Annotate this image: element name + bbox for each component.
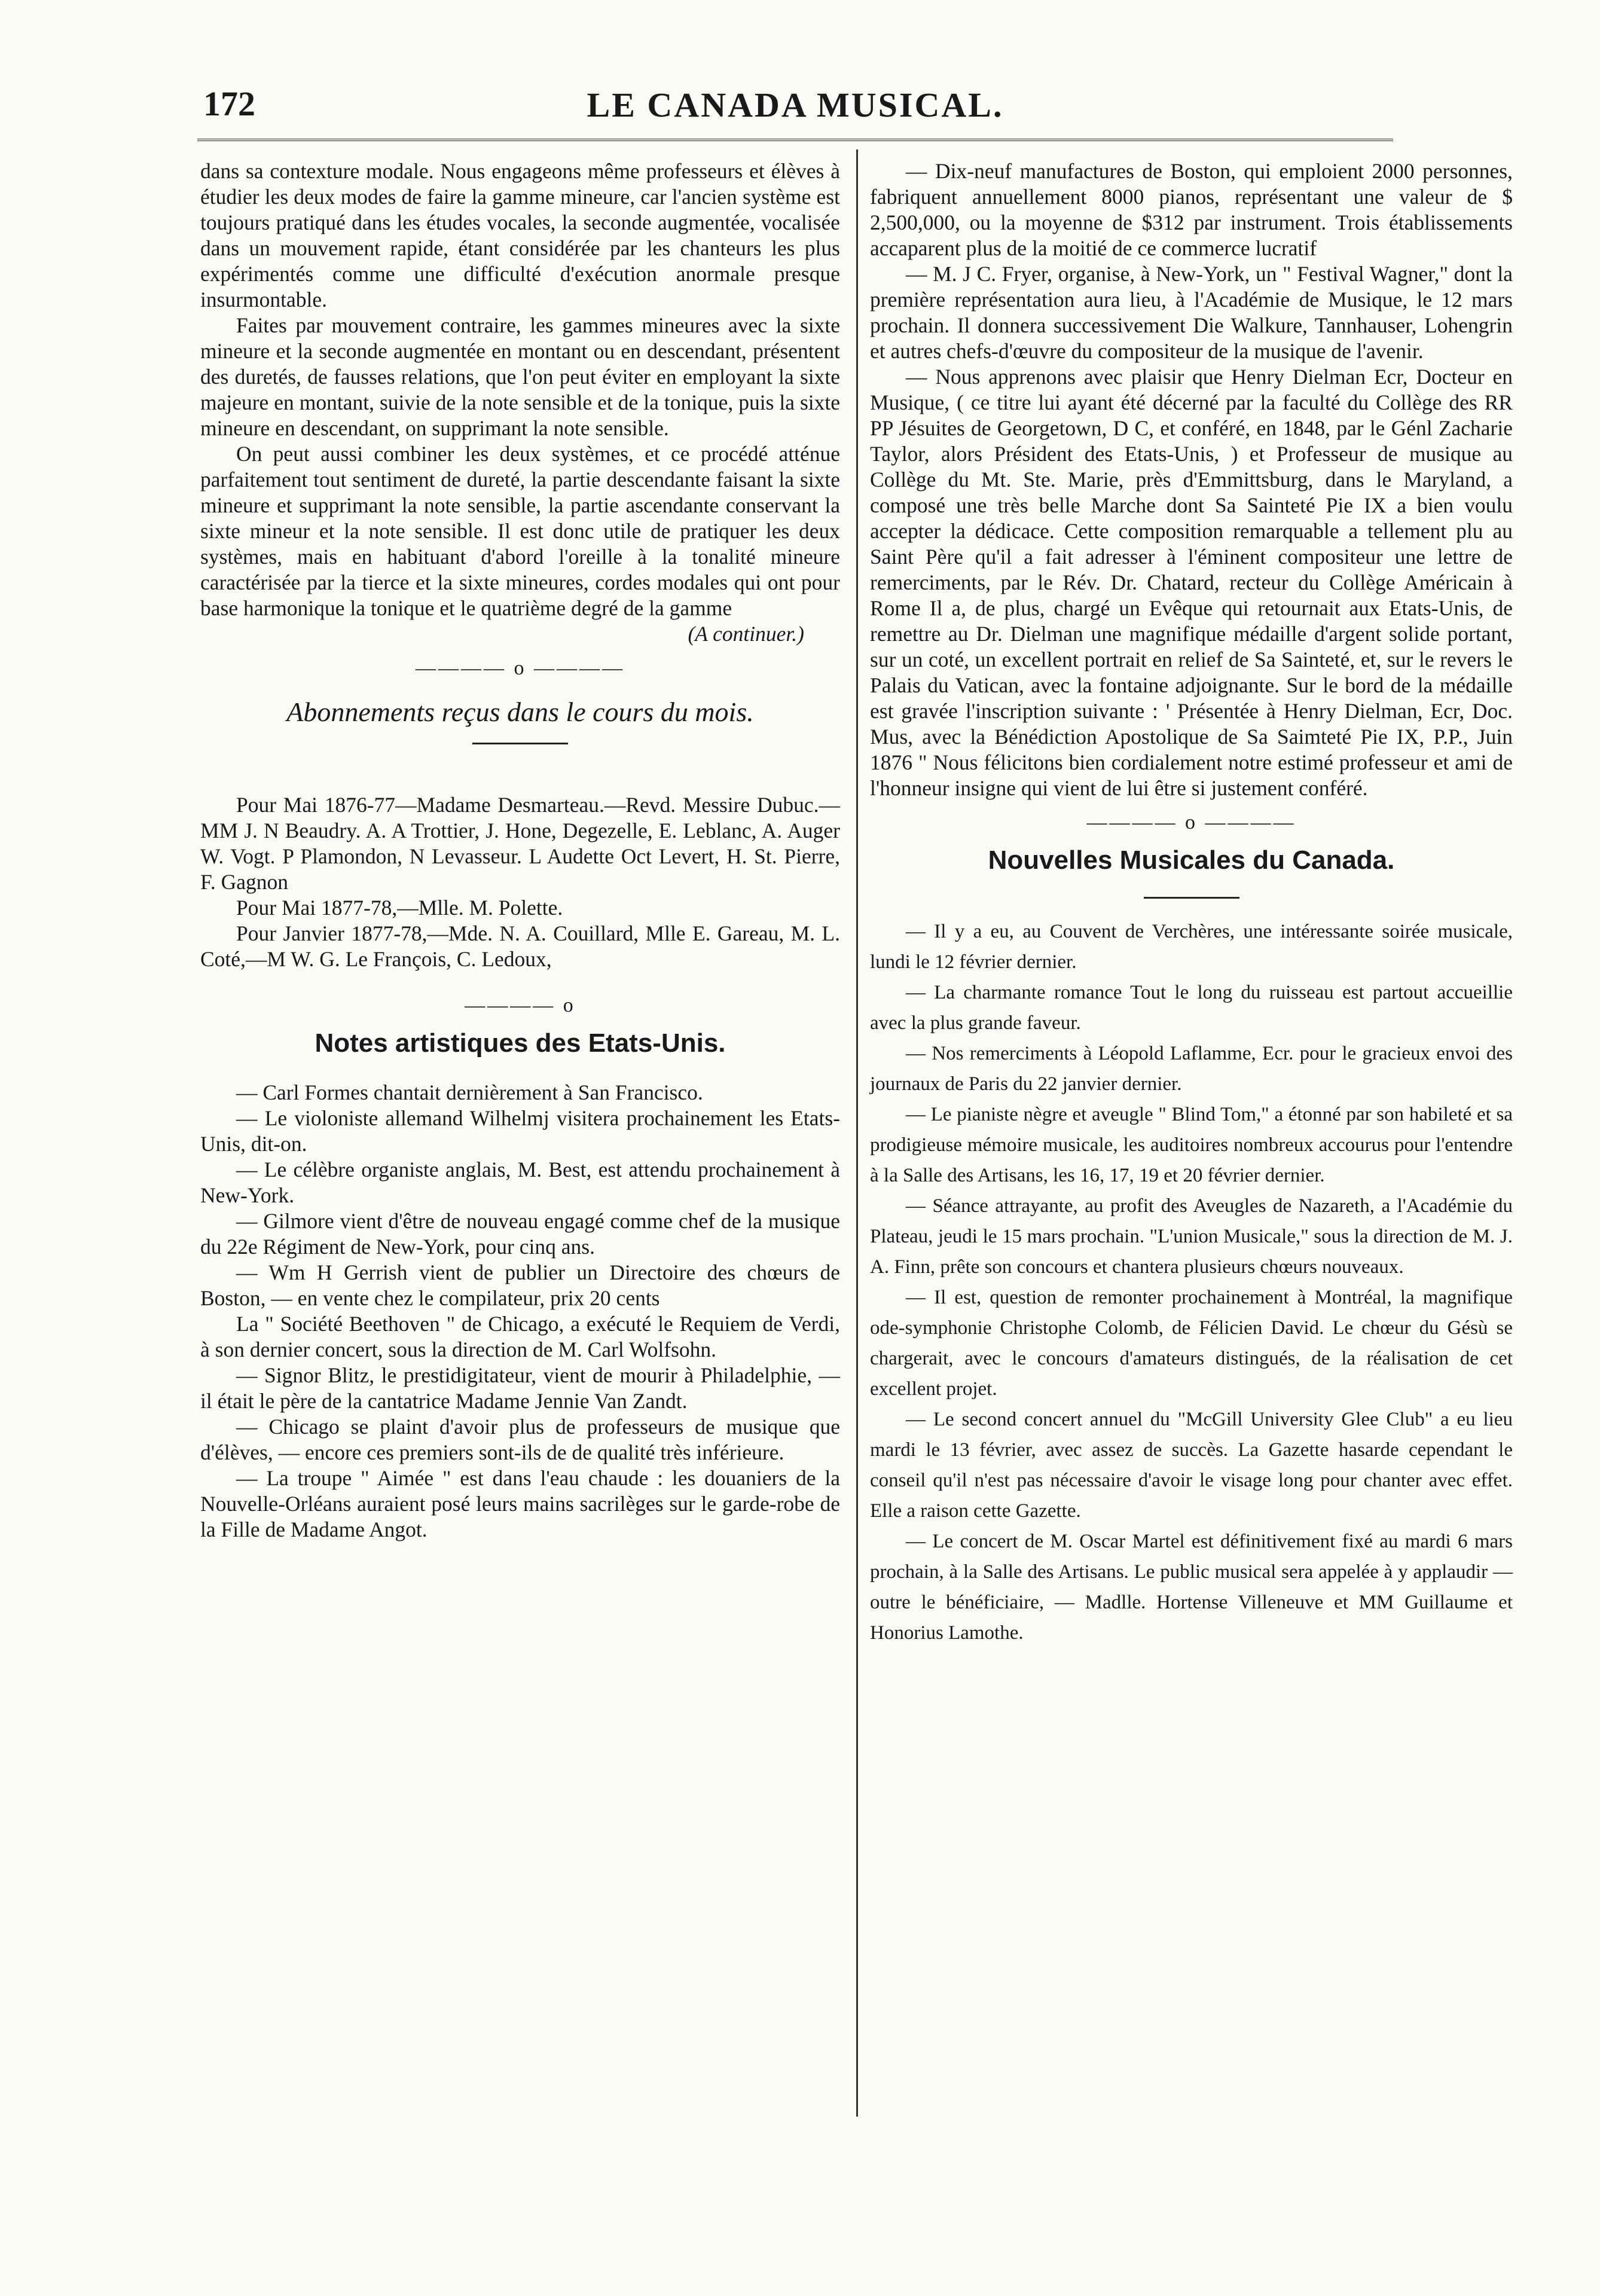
separator: ———— o xyxy=(465,994,576,1016)
short-rule xyxy=(472,743,568,744)
news-item: — Nous apprenons avec plaisir que Henry Dielman Ecr, Docteur en Musique, ( ce titre lui ayant été décerné par la faculté du Collège des RR PP Jésuites de Georgetown, D C, et conféré, en 1848, par le Génl Zacharie Taylor, alors Président des Etats-Unis, ) et Professeur de musique au Collège du Mt. Ste. Marie, près d'Emmittsburg, dans le Maryland, a composé une très belle Marche dont Sa Sainteté Pie IX a bien voulu accepter la dédicace. Cette composition remarquable a tellement plu au Saint Père qu'il a fait adresser à l'éminent compositeur une lettre de remerciments, par le Rév. Dr. Chatard, recteur du Collège Américain à Rome Il a, de plus, chargé un Evêque qui retournait aux Etats-Unis, de remettre au Dr. Dielman une magnifique médaille d'argent solide portant, sur un coté, un excellent portrait en relief de Sa Sainteté, et, sur le revers le Palais du Vatican, avec la fontaine adjoignante. Sur le bord de la médaille est gravée l'inscription suivante : ' Présentée à Henry Dielman, Ecr, Doc. Mus, avec la Bénédiction Apostolique de Sa Saimteté Pie IX, P.P., Juin 1876 " Nous félicitons bien cordialement notre estimé professeur et ami de l'honneur insigne qui vient de lui être si justement conféré. xyxy=(870,365,1513,800)
subscription-entry: Pour Janvier 1877-78,—Mde. N. A. Couillard, Mlle E. Gareau, M. L. Coté,—M W. G. Le François, C. Ledoux, xyxy=(200,921,840,971)
journal-title: LE CANADA MUSICAL. xyxy=(587,86,1004,124)
news-item: — Carl Formes chantait dernièrement à San Francisco. xyxy=(236,1080,703,1104)
subscription-entry: Pour Mai 1877-78,—Mlle. M. Polette. xyxy=(236,896,563,920)
news-item: — Séance attrayante, au profit des Aveugles de Nazareth, a l'Académie du Plateau, jeudi le 15 mars prochain. "L'union Musicale," sous la direction de M. J. A. Finn, prête son concours et chantera plusieurs chœurs nouveaux. xyxy=(870,1195,1513,1278)
paragraph: Faites par mouvement contraire, les gammes mineures avec la sixte mineure et la seconde augmentée en montant ou en descendant, présentent des duretés, de fausses relations, que l'on peut éviter en employant la sixte majeure en montant, suivie de la note sensible et de la tonique, puis la sixte mineure en descendant, on supprimant la note sensible. xyxy=(200,313,840,440)
page-header xyxy=(197,72,1393,138)
news-item: — Le concert de M. Oscar Martel est définitivement fixé au mardi 6 mars prochain, à la Salle des Artisans. Le public musical sera appelée à y applaudir — outre le bénéficiaire, — Madlle. Hortense Villeneuve et MM Guillaume et Honorius Lamothe. xyxy=(870,1531,1513,1644)
header-rule xyxy=(197,139,1393,141)
subscription-entry: Pour Mai 1876-77—Madame Desmarteau.—Revd. Messire Dubuc.—MM J. N Beaudry. A. A Trottier, J. Hone, Degezelle, E. Leblanc, A. Auger W. Vogt. P Plamondon, N Levasseur. L Audette Oct Levert, H. St. Pierre, F. Gagnon xyxy=(200,793,840,894)
separator: ———— o ———— xyxy=(1086,811,1296,833)
news-item: — Le pianiste nègre et aveugle " Blind Tom," a étonné par son habileté et sa prodigieuse mémoire musicale, les auditoires nombreux accourus pour l'entendre à la Salle des Artisans, les 16, 17, 19 et 20 février dernier. xyxy=(870,1104,1513,1186)
paragraph: On peut aussi combiner les deux systèmes, et ce procédé atténue parfaitement tout sentiment de dureté, la partie descendante faisant la sixte mineure et supprimant la note sensible, la partie ascendante conservant la sixte mineur et la note sensible. Il est donc utile de pratiquer les deux systèmes, mais en habituant d'abord l'oreille à la tonalité mineure caractérisée par la tierce et la sixte mineures, cordes modales qui ont pour base harmonique la tonique et le quatrième degré de la gamme xyxy=(200,442,840,620)
news-item: — M. J C. Fryer, organise, à New-York, un " Festival Wagner," dont la première représentation aura lieu, à l'Académie de Musique, le 12 mars prochain. Il donnera successivement Die Walkure, Tannhauser, Lohengrin et autres chefs-d'œuvre du compositeur de la musique de l'avenir. xyxy=(870,262,1513,363)
paragraph: dans sa contexture modale. Nous engageons même professeurs et élèves à étudier les deux modes de faire la gamme mineure, car l'ancien système est toujours pratiqué dans les études vocales, la seconde augmentée, vocalisée dans un mouvement rapide, étant considérée par les chanteurs les plus expérimentés comme une difficulté d'exécution anormale presque insurmontable. xyxy=(200,159,840,312)
news-item: — La troupe " Aimée " est dans l'eau chaude : les douaniers de la Nouvelle-Orléans auraient posé leurs mains sacrilèges sur le garde-robe de la Fille de Madame Angot. xyxy=(200,1466,840,1541)
column-divider xyxy=(856,149,858,2117)
news-item: — Wm H Gerrish vient de publier un Directoire des chœurs de Boston, — en vente chez le compilateur, prix 20 cents xyxy=(200,1260,840,1310)
section-title-notes: Notes artistiques des Etats-Unis. xyxy=(314,1028,726,1058)
news-item: — Le célèbre organiste anglais, M. Best, est attendu prochainement à New-York. xyxy=(200,1158,840,1207)
section-title-abonnements: Abonnements reçus dans le cours du mois. xyxy=(286,697,754,727)
news-item: — Gilmore vient d'être de nouveau engagé comme chef de la musique du 22e Régiment de New-York, pour cinq ans. xyxy=(200,1209,840,1259)
news-item: — Le violoniste allemand Wilhelmj visitera prochainement les Etats-Unis, dit-on. xyxy=(200,1106,840,1156)
continuation-note: (A continuer.) xyxy=(688,622,804,646)
left-column xyxy=(200,158,840,1543)
news-item: — Il est, question de remonter prochainement à Montréal, la magnifique ode-symphonie Christophe Colomb, de Félicien David. Le chœur du Gésù se chargerait, avec le concours d'amateurs distingués, de la réalisation de cet excellent projet. xyxy=(870,1287,1513,1400)
news-item: La " Société Beethoven " de Chicago, a exécuté le Requiem de Verdi, à son dernier concert, sous la direction de M. Carl Wolfsohn. xyxy=(200,1312,840,1361)
right-column xyxy=(870,158,1513,1648)
section-title-nouvelles: Nouvelles Musicales du Canada. xyxy=(988,845,1395,875)
news-item: — La charmante romance Tout le long du ruisseau est partout accueillie avec la plus grande faveur. xyxy=(870,982,1513,1034)
news-item: — Nos remerciments à Léopold Laflamme, Ecr. pour le gracieux envoi des journaux de Paris du 22 janvier dernier. xyxy=(870,1043,1513,1095)
short-rule xyxy=(1144,897,1239,899)
page-number: 172 xyxy=(203,84,255,123)
news-item: — Dix-neuf manufactures de Boston, qui emploient 2000 personnes, fabriquent annuellement 8000 pianos, représentant une valeur de $ 2,500,000, ou la moyenne de $312 par instrument. Trois établissements accaparent plus de la moitié de ce commerce lucratif xyxy=(870,159,1513,260)
news-item: — Le second concert annuel du "McGill University Glee Club" a eu lieu mardi le 13 février, avec assez de succès. La Gazette hasarde cependant le conseil qu'il n'est pas nécessaire d'avoir le visage long pour chanter avec effet. Elle a raison cette Gazette. xyxy=(870,1409,1513,1522)
news-item: — Chicago se plaint d'avoir plus de professeurs de musique que d'élèves, — encore ces premiers sont-ils de de qualité très inférieure. xyxy=(200,1415,840,1464)
separator: ———— o ———— xyxy=(416,657,625,679)
news-item: — Il y a eu, au Couvent de Verchères, une intéressante soirée musicale, lundi le 12 février dernier. xyxy=(870,921,1513,973)
news-item: — Signor Blitz, le prestidigitateur, vient de mourir à Philadelphie, — il était le père de la cantatrice Madame Jennie Van Zandt. xyxy=(200,1363,840,1413)
